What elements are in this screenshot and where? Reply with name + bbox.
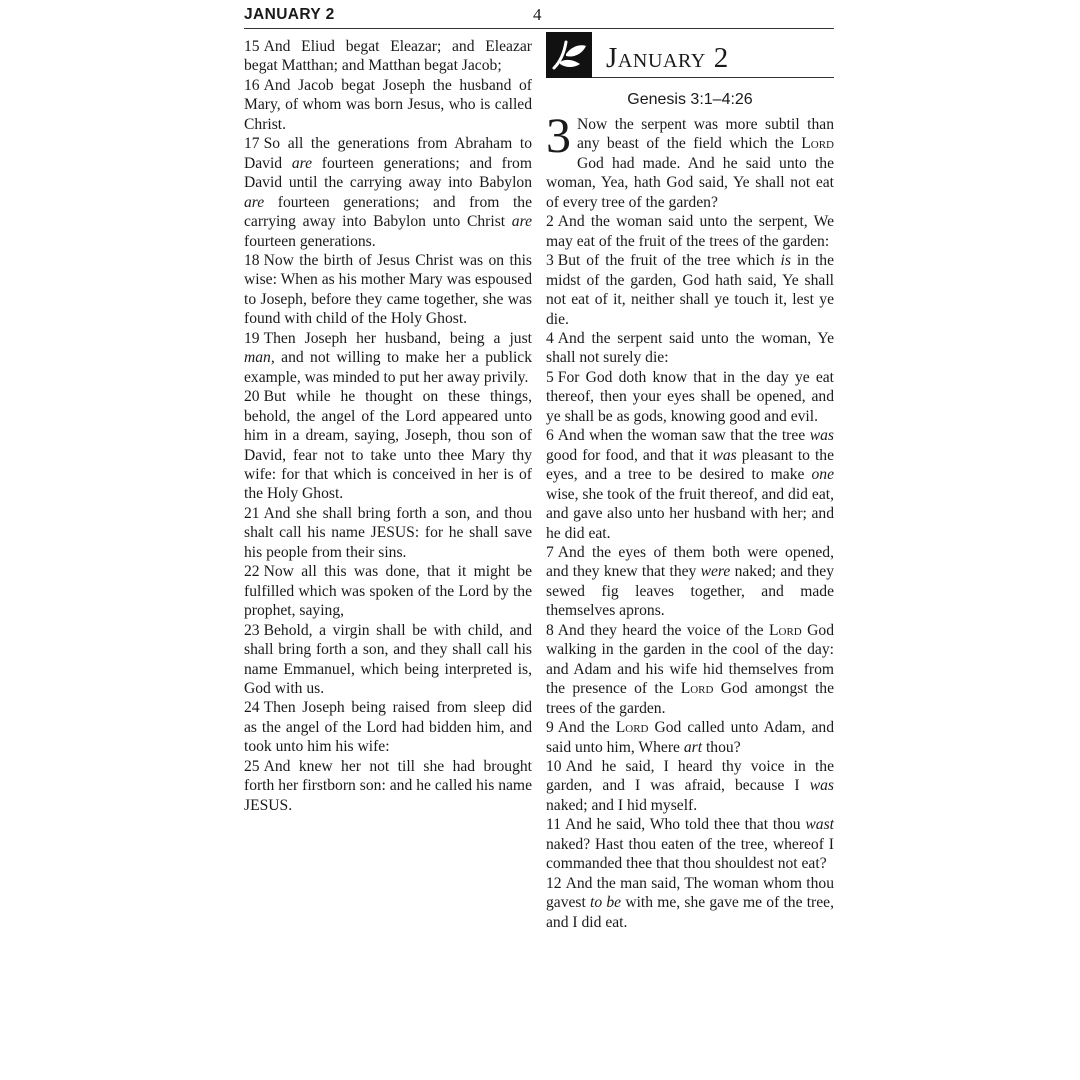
italic-word: wast bbox=[805, 816, 834, 834]
page-header-label: JANUARY 2 bbox=[244, 6, 335, 23]
italic-word: man, bbox=[244, 349, 275, 367]
verse-number: 21 bbox=[244, 504, 260, 522]
left-column bbox=[244, 37, 532, 815]
verse bbox=[546, 251, 834, 329]
verse-text: God had made. And he said unto the woman, Yea, hath God said, Ye shall not eat of every tree of the garden? bbox=[546, 154, 834, 211]
verse-text: God called unto Adam, and said unto him, Where bbox=[546, 719, 834, 756]
verse-text: Behold, a virgin shall be with child, and shall bring forth a son, and they shall call his name Emmanuel, which being interpreted is, God with us. bbox=[244, 621, 532, 697]
verse-number: 25 bbox=[244, 757, 260, 775]
divine-name: Lord bbox=[768, 621, 802, 639]
verse-text: So all the generations from Abraham to David bbox=[244, 135, 532, 172]
verse-number: 23 bbox=[244, 621, 260, 639]
verse-number: 19 bbox=[244, 329, 260, 347]
italic-word: art bbox=[683, 738, 703, 756]
verse-text: Then Joseph her husband, being a just bbox=[263, 329, 532, 347]
banner-rule bbox=[592, 77, 834, 78]
verse-number: 5 bbox=[546, 368, 554, 386]
verse-number: 6 bbox=[546, 427, 554, 445]
italic-word: was bbox=[809, 427, 834, 445]
leaf-sprout-icon bbox=[546, 32, 592, 78]
verse bbox=[244, 251, 532, 329]
verse-text: fourteen generations; and from David until the carrying away into Babylon bbox=[244, 154, 532, 192]
verse-text: God walking in the garden in the cool of the day: and Adam and his wife hid themselves from the presence of the bbox=[546, 621, 834, 698]
verse bbox=[244, 134, 532, 251]
verse-number: 15 bbox=[244, 38, 260, 55]
verse bbox=[546, 718, 834, 757]
verse bbox=[244, 76, 532, 134]
verse-text: And the bbox=[557, 719, 616, 737]
verse bbox=[546, 815, 834, 873]
italic-word: is bbox=[780, 252, 791, 270]
right-column bbox=[546, 107, 835, 932]
verse-number: 8 bbox=[546, 621, 554, 639]
verse-text: Now all this was done, that it might be fulfilled which was spoken of the Lord by the prophet, saying, bbox=[244, 563, 532, 620]
verse-text: naked; and they sewed fig leaves together, and made themselves aprons. bbox=[546, 563, 834, 620]
verse-text: And they heard the voice of the bbox=[557, 621, 769, 639]
verse-text: And the eyes of them both were opened, and they knew that they bbox=[546, 543, 834, 581]
verse-number: 18 bbox=[244, 251, 260, 269]
italic-word: one bbox=[811, 466, 834, 484]
verse bbox=[244, 698, 532, 756]
verse bbox=[546, 329, 834, 368]
verse bbox=[546, 212, 834, 251]
verse-text: And he said, I heard thy voice in the garden, and I was afraid, because I bbox=[546, 757, 834, 795]
verse-text: pleasant to the eyes, and a tree to be desired to make bbox=[546, 446, 834, 484]
italic-word: were bbox=[700, 563, 731, 581]
verse-number: 9 bbox=[546, 719, 554, 737]
verse bbox=[546, 426, 834, 543]
verse-number: 16 bbox=[244, 76, 260, 94]
day-title: January 2 bbox=[606, 42, 729, 74]
verse-text: naked? Hast thou eaten of the tree, whereof I commanded thee that thou shouldest not eat? bbox=[546, 835, 834, 873]
verse-text: But while he thought on these things, behold, the angel of the Lord appeared unto him in a dream, saying, Joseph, thou son of David, fear not to take unto thee Mary thy wife: for that which is conceived in her is of the Holy Ghost. bbox=[244, 388, 532, 503]
verse-text: Now the serpent was more subtil than any beast of the field which the bbox=[577, 116, 834, 153]
verse-text: good for food, and that it bbox=[546, 446, 713, 464]
verse-text: God amongst the trees of the garden. bbox=[546, 680, 834, 717]
divine-name: Lord bbox=[801, 135, 834, 153]
verse bbox=[244, 329, 532, 387]
verse-text: wise, she took of the fruit thereof, and did eat, and gave also unto her husband with her; and he did eat. bbox=[546, 485, 834, 542]
verse-text: And she shall bring forth a son, and thou shalt call his name JESUS: for he shall save his people from their sins. bbox=[244, 504, 532, 561]
verse-number: 2 bbox=[546, 213, 554, 231]
header-rule bbox=[244, 28, 834, 29]
verse-text: And the woman said unto the serpent, We may eat of the fruit of the trees of the garden: bbox=[546, 213, 834, 250]
verse bbox=[244, 621, 532, 699]
verse-text: And Jacob begat Joseph the husband of Mary, of whom was born Jesus, who is called Christ. bbox=[244, 76, 532, 133]
verse-number: 10 bbox=[546, 757, 562, 775]
verse-text: For God doth know that in the day ye eat thereof, then your eyes shall be opened, and ye shall be as gods, knowing good and evil. bbox=[546, 368, 834, 425]
verse-number: 24 bbox=[244, 699, 260, 717]
verse-text: And when the woman saw that the tree bbox=[557, 427, 810, 445]
italic-word: are bbox=[511, 213, 532, 231]
verse bbox=[244, 37, 532, 76]
divine-name: Lord bbox=[680, 680, 714, 698]
reading-reference: Genesis 3:1–4:26 bbox=[627, 91, 753, 108]
verse bbox=[546, 368, 834, 426]
verse-number: 3 bbox=[546, 252, 554, 270]
day-banner bbox=[546, 32, 834, 78]
verse-text: And Eliud begat Eleazar; and Eleazar begat Matthan; and Matthan begat Jacob; bbox=[244, 38, 532, 75]
verse-number: 12 bbox=[546, 874, 562, 892]
italic-word: are bbox=[244, 193, 265, 211]
verse-text: and not willing to make her a publick example, was minded to put her away privily. bbox=[244, 349, 532, 386]
verse bbox=[244, 562, 532, 620]
verse-text: And knew her not till she had brought forth her firstborn son: and he called his name JESUS. bbox=[244, 757, 532, 814]
verse bbox=[546, 543, 834, 621]
chapter-dropcap: 3 bbox=[546, 107, 571, 163]
verse-text: And he said, Who told thee that thou bbox=[565, 816, 806, 834]
verse-text: fourteen generations; and from the carrying away into Babylon unto Christ bbox=[244, 193, 532, 231]
verse-text: with me, she gave me of the tree, and I did eat. bbox=[546, 894, 834, 931]
verse bbox=[546, 757, 834, 815]
chapter-opening-verse bbox=[546, 107, 834, 212]
verse-text: Now the birth of Jesus Christ was on this wise: When as his mother Mary was espoused to Joseph, before they came together, she was found with child of the Holy Ghost. bbox=[244, 251, 532, 328]
italic-word: are bbox=[291, 154, 313, 172]
divine-name: Lord bbox=[615, 719, 649, 737]
verse-text: But of the fruit of the tree which bbox=[557, 252, 781, 270]
italic-word: to be bbox=[590, 894, 622, 912]
verse bbox=[244, 757, 532, 815]
verse bbox=[244, 387, 532, 504]
verse-text: fourteen generations. bbox=[244, 232, 376, 250]
verse bbox=[546, 874, 834, 932]
verse-text: Then Joseph being raised from sleep did as the angel of the Lord had bidden him, and took unto him his wife: bbox=[244, 699, 532, 756]
verse-text: in the midst of the garden, God hath said, Ye shall not eat of it, neither shall ye touch it, lest ye die. bbox=[546, 252, 835, 328]
verse-number: 17 bbox=[244, 135, 260, 153]
verse-number: 11 bbox=[546, 816, 562, 834]
verse-number: 20 bbox=[244, 388, 260, 406]
verse-text: And the man said, The woman whom thou gavest bbox=[546, 874, 834, 912]
italic-word: was bbox=[712, 446, 737, 464]
verse-number: 22 bbox=[244, 563, 260, 581]
verse-number: 7 bbox=[546, 543, 554, 561]
verse-text: thou? bbox=[702, 738, 741, 756]
verse-number: 4 bbox=[546, 329, 554, 347]
verse bbox=[244, 504, 532, 562]
verse-text: And the serpent said unto the woman, Ye shall not surely die: bbox=[546, 329, 834, 367]
verse-text: naked; and I hid myself. bbox=[546, 796, 698, 814]
verse bbox=[546, 621, 834, 718]
page-number: 4 bbox=[533, 5, 542, 24]
italic-word: was bbox=[809, 777, 834, 795]
